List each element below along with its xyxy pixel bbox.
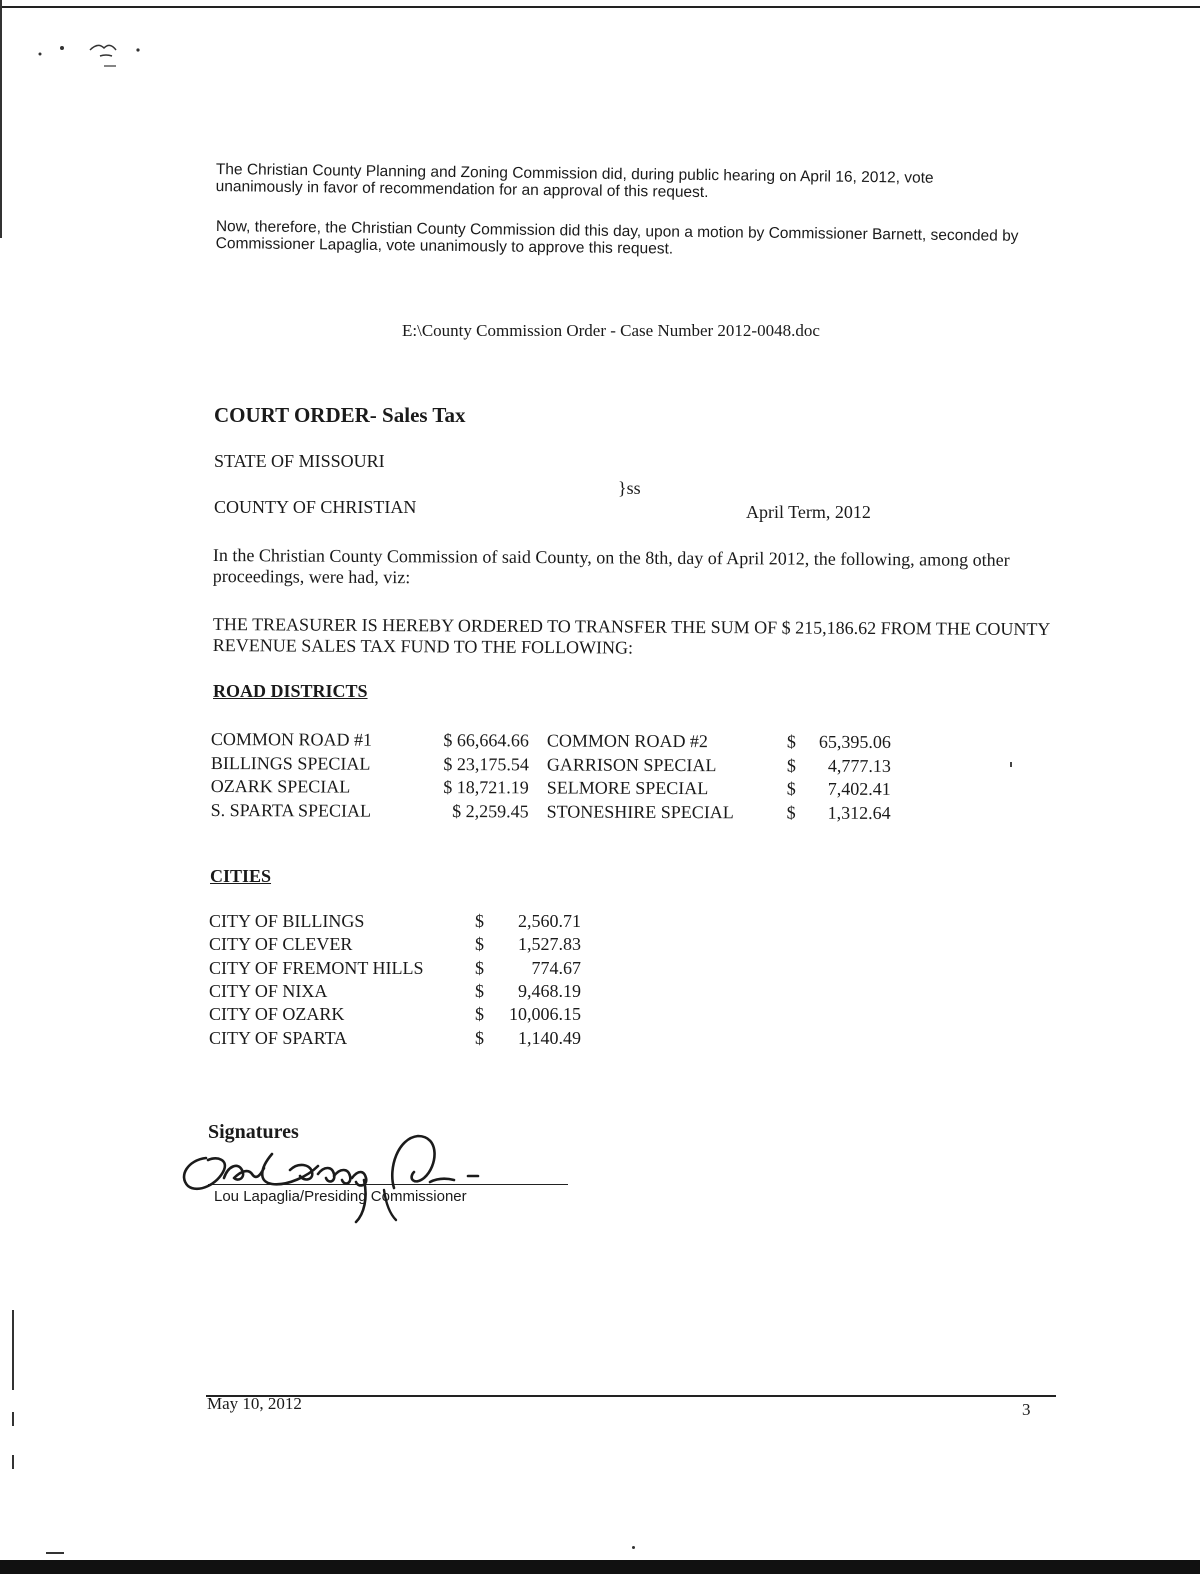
city-amount: 774.67	[531, 957, 581, 978]
road-district-amount: $ 2,259.45	[452, 800, 529, 822]
footer-date: May 10, 2012	[207, 1394, 302, 1413]
city-name: CITY OF NIXA	[209, 981, 328, 1002]
currency-symbol: $	[475, 934, 484, 955]
road-district-amount: 1,312.64	[827, 802, 891, 823]
city-amount: 1,140.49	[518, 1027, 581, 1048]
signatures-title: Signatures	[208, 1121, 299, 1143]
city-name: CITY OF CLEVER	[209, 934, 353, 955]
ss-mark: }ss	[618, 478, 641, 498]
scan-edge-mark	[46, 1552, 64, 1554]
intro-paragraph-2: Now, therefore, the Christian County Commission did this day, upon a motion by Commissioner Barnett, seconded by Commissioner Lapaglia, vote unanimously to approve this request.	[215, 218, 1019, 258]
road-district-name: SELMORE SPECIAL	[546, 777, 709, 799]
road-district-name: COMMON ROAD #1	[210, 729, 373, 750]
scan-top-rule	[0, 6, 1200, 8]
footer-rule	[206, 1395, 1056, 1397]
road-district-amount: $ 66,664.66	[443, 730, 529, 751]
scan-speck-mark	[30, 36, 160, 76]
signer-name: Lou Lapaglia/Presiding Commissioner	[214, 1188, 467, 1205]
currency-symbol: $	[475, 957, 484, 978]
currency-symbol: $	[475, 1027, 484, 1048]
page-number: 3	[1022, 1400, 1031, 1419]
currency-symbol: $	[786, 755, 796, 776]
term-line: April Term, 2012	[746, 502, 871, 522]
road-district-amount: 65,395.06	[818, 731, 891, 753]
road-district-amount: 7,402.41	[827, 778, 891, 800]
intro-paragraph-1: The Christian County Planning and Zoning Commission did, during public hearing on April 16, 2012, vote unanimously in favor of recommendation for an approval of this request.	[215, 161, 934, 202]
scan-speck	[1010, 762, 1012, 767]
city-amount: 2,560.71	[518, 911, 581, 932]
currency-symbol: $	[786, 731, 796, 752]
handwritten-signature	[168, 1118, 518, 1228]
road-district-name: COMMON ROAD #2	[546, 730, 709, 752]
table-row	[211, 728, 891, 754]
table-row	[209, 957, 581, 980]
city-amount: 1,527.83	[518, 934, 581, 955]
table-row	[209, 980, 581, 1003]
state-line: STATE OF MISSOURI	[214, 451, 385, 471]
table-row	[211, 751, 891, 777]
road-district-name: STONESHIRE SPECIAL	[546, 801, 734, 823]
file-path: E:\County Commission Order - Case Number 2012-0048.doc	[402, 321, 820, 340]
table-row	[209, 910, 581, 933]
preamble: In the Christian County Commission of said County, on the 8th, day of April 2012, the following, among other proceedings, were had, viz:	[212, 545, 1010, 588]
scan-speck	[632, 1546, 635, 1549]
scan-edge-mark	[12, 1412, 14, 1426]
table-row	[211, 775, 891, 801]
cities-table	[209, 910, 581, 1050]
county-line: COUNTY OF CHRISTIAN	[214, 497, 417, 517]
currency-symbol: $	[475, 1004, 484, 1025]
road-district-amount: 4,777.13	[827, 755, 891, 776]
table-row	[209, 1003, 581, 1026]
scan-left-edge	[0, 0, 2, 238]
order-title: COURT ORDER- Sales Tax	[214, 403, 466, 427]
transfer-directive: THE TREASURER IS HEREBY ORDERED TO TRANSFER THE SUM OF $ 215,186.62 FROM THE COUNTY REVENUE SALES TAX FUND TO THE FOLLOWING:	[212, 614, 1050, 658]
road-district-amount: $ 23,175.54	[443, 753, 529, 775]
table-row	[209, 1026, 581, 1049]
table-row	[211, 798, 891, 824]
city-name: CITY OF BILLINGS	[209, 911, 365, 932]
road-district-amount: $ 18,721.19	[443, 777, 529, 798]
city-amount: 10,006.15	[509, 1004, 581, 1025]
city-name: CITY OF FREMONT HILLS	[209, 957, 424, 978]
scan-edge-mark	[12, 1310, 14, 1390]
currency-symbol: $	[475, 911, 484, 932]
currency-symbol: $	[786, 802, 796, 823]
road-district-name: S. SPARTA SPECIAL	[210, 799, 372, 821]
currency-symbol: $	[475, 981, 484, 1002]
road-district-name: GARRISON SPECIAL	[546, 754, 717, 775]
city-name: CITY OF SPARTA	[209, 1027, 348, 1048]
scan-edge-mark	[12, 1455, 14, 1469]
cities-title: CITIES	[210, 866, 272, 886]
road-districts-title: ROAD DISTRICTS	[213, 681, 368, 701]
currency-symbol: $	[786, 778, 796, 799]
city-name: CITY OF OZARK	[209, 1004, 345, 1025]
road-districts-table	[211, 728, 891, 825]
city-amount: 9,468.19	[518, 981, 581, 1002]
road-district-name: BILLINGS SPECIAL	[210, 752, 371, 774]
scan-bottom-bar	[0, 1560, 1200, 1574]
road-district-name: OZARK SPECIAL	[210, 776, 351, 797]
table-row	[209, 933, 581, 956]
